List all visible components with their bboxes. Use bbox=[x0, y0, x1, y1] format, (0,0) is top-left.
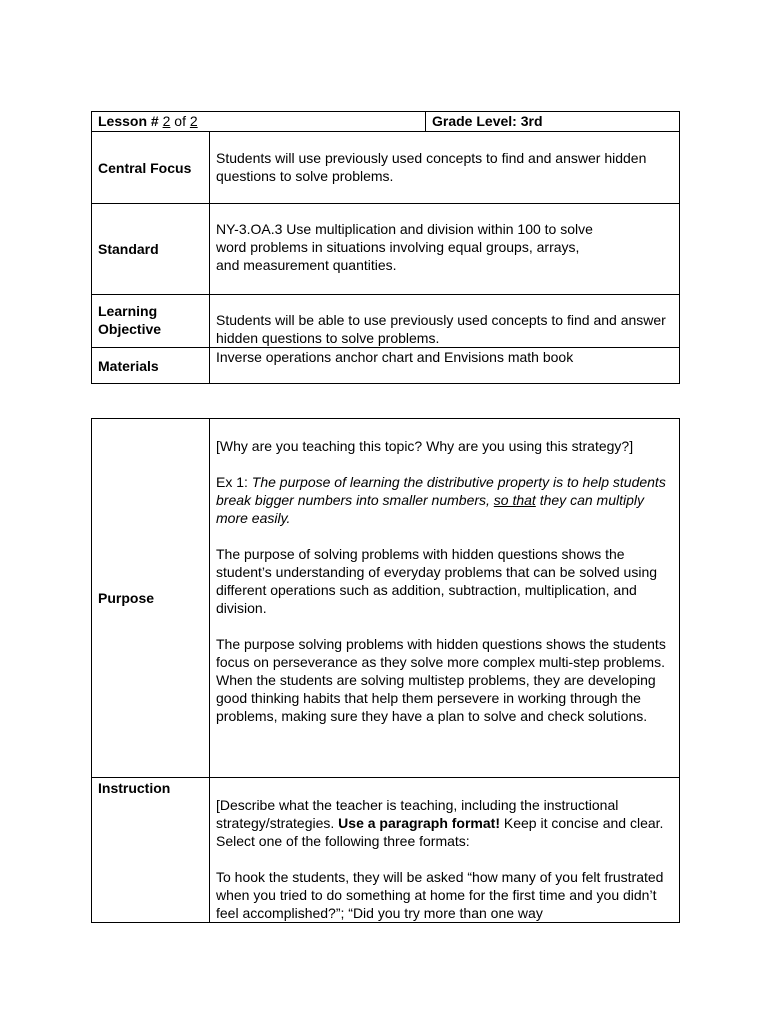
lesson-label: Lesson # bbox=[98, 113, 159, 129]
purpose-label bbox=[92, 419, 210, 778]
instruction-prompt bbox=[216, 796, 673, 850]
standard-label bbox=[92, 204, 210, 295]
standard-line-3: and measurement quantities. bbox=[216, 257, 397, 273]
learning-objective-text: Students will be able to use previously used concepts to find and answer hidden questions to solve problems. bbox=[216, 312, 666, 346]
example-underline: so that bbox=[493, 492, 536, 508]
learning-label-line-1: Learning bbox=[98, 303, 158, 319]
instruction-prompt-2: Keep it concise and clear. Select one of the following three formats: bbox=[216, 815, 664, 849]
central-focus-cell bbox=[210, 132, 680, 204]
grade-level: Grade Level: 3rd bbox=[432, 113, 543, 129]
materials-label-text: Materials bbox=[98, 357, 159, 374]
materials-cell bbox=[210, 348, 680, 384]
materials-label bbox=[92, 348, 210, 384]
standard-line-1: NY-3.OA.3 Use multiplication and division within 100 to solve bbox=[216, 221, 593, 237]
central-focus-label bbox=[92, 132, 210, 204]
purpose-label-text: Purpose bbox=[98, 590, 155, 606]
instruction-prompt-1: [Describe what the teacher is teaching, including the instructional strategy/strategies. bbox=[216, 797, 619, 831]
example-italic-2: they can multiply more easily. bbox=[216, 492, 644, 526]
purpose-paragraph-2: The purpose solving problems with hidden questions shows the students focus on perseverance as they solve more complex multi-step problems. When the students are solving multistep problems, they are developing good thinking habits that help them persevere in working through the problems, making sure they have a plan to solve and check solutions. bbox=[216, 636, 666, 724]
purpose-cell bbox=[210, 419, 680, 778]
lesson-number: 2 bbox=[162, 113, 171, 129]
learning-objective-cell bbox=[210, 295, 680, 348]
example-italic-1: The purpose of learning the distributive property is to help students break bigger numbers into smaller numbers, bbox=[216, 474, 666, 508]
instruction-cell bbox=[210, 778, 680, 923]
standard-cell bbox=[210, 204, 680, 295]
lesson-of: of bbox=[174, 113, 186, 129]
instruction-prompt-bold: Use a paragraph format! bbox=[338, 815, 500, 831]
standard-label-text: Standard bbox=[98, 241, 159, 257]
standard-line-2: word problems in situations involving equal groups, arrays, bbox=[216, 239, 580, 255]
instruction-paragraph: To hook the students, they will be asked “how many of you felt frustrated when you tried to do something at home for the first time and you didn’t feel accomplished?”; “Did you try more than one way bbox=[216, 869, 664, 921]
lesson-total: 2 bbox=[189, 113, 198, 129]
central-focus-label-text: Central Focus bbox=[98, 159, 192, 176]
purpose-prompt: [Why are you teaching this topic? Why are you using this strategy?] bbox=[216, 438, 634, 454]
learning-objective-label bbox=[92, 295, 210, 348]
grade-level-cell bbox=[426, 112, 680, 132]
purpose-paragraph-1: The purpose of solving problems with hidden questions shows the student’s understanding of everyday problems that can be solved using different operations such as addition, subtraction, multiplication, and division. bbox=[216, 546, 658, 616]
central-focus-text: Students will use previously used concepts to find and answer hidden questions to solve problems. bbox=[216, 150, 647, 184]
example-prefix: Ex 1: bbox=[216, 474, 252, 490]
lesson-info-table bbox=[91, 111, 680, 384]
instruction-label-text: Instruction bbox=[98, 780, 171, 796]
materials-text: Inverse operations anchor chart and Envisions math book bbox=[216, 349, 574, 365]
learning-label-line-2: Objective bbox=[98, 321, 162, 337]
lesson-plan-table bbox=[91, 418, 680, 923]
purpose-example bbox=[216, 473, 673, 527]
lesson-number-cell bbox=[92, 112, 426, 132]
instruction-label bbox=[92, 778, 210, 923]
